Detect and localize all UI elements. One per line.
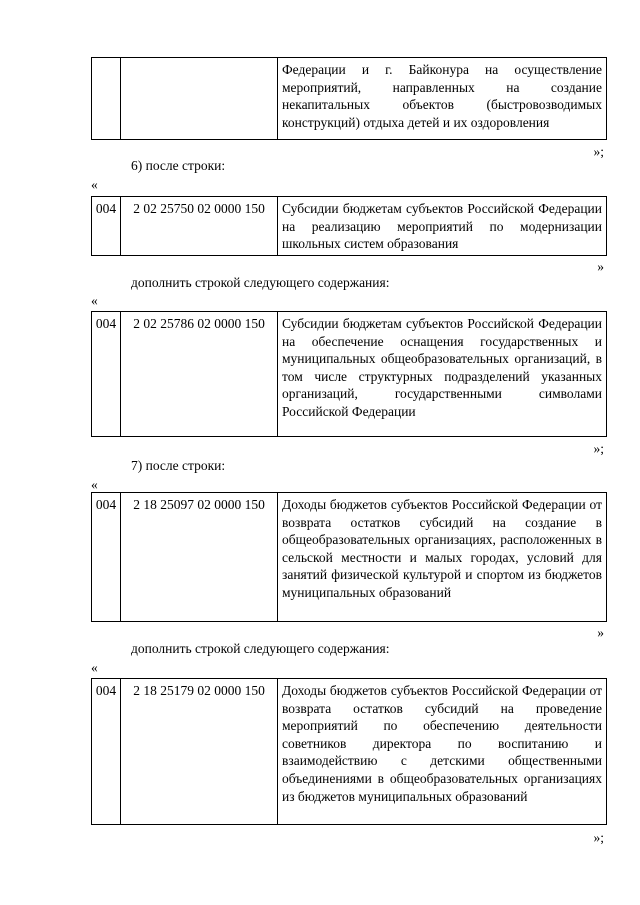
row-description: Субсидии бюджетам субъектов Российской Федерации на реализацию мероприятий по модернизации школьных систем образования (278, 197, 607, 256)
paragraph-add-row: дополнить строкой следующего содержания: (131, 275, 390, 290)
row-description: Субсидии бюджетам субъектов Российской Федерации на обеспечение оснащения государственных и муниципальных общеобразовательных организаций, в том числе структурных подразделений указанных организаций, государственными символами Российской Федерации (278, 312, 607, 437)
row-code: 004 (92, 312, 121, 437)
row-kbk: 2 02 25750 02 0000 150 (121, 197, 278, 256)
opening-quote: « (91, 660, 98, 675)
opening-quote: « (91, 293, 98, 308)
row-code: 004 (92, 493, 121, 622)
row-description: Доходы бюджетов субъектов Российской Федерации от возврата остатков субсидий на проведение мероприятий по обеспечению деятельности советников директора по воспитанию и взаимодействию с детскими общественными объединениями в общеобразовательных организациях из бюджетов муниципальных образований (278, 679, 607, 825)
paragraph-item-6: 6) после строки: (131, 158, 226, 173)
row-description: Федерации и г. Байконура на осуществление мероприятий, направленных на создание некапитальных объектов (быстровозводимых конструкций) отдыха детей и их оздоровления (278, 58, 607, 140)
row-kbk (121, 58, 278, 140)
row-code: 004 (92, 679, 121, 825)
closing-quote: » (597, 259, 604, 274)
row-kbk: 2 02 25786 02 0000 150 (121, 312, 278, 437)
closing-quote: » (597, 625, 604, 640)
table-row-25750 (91, 196, 607, 256)
row-code: 004 (92, 197, 121, 256)
closing-quote: »; (593, 441, 604, 456)
row-description: Доходы бюджетов субъектов Российской Федерации от возврата остатков субсидий на создание в общеобразовательных организациях, расположенных в сельской местности и малых городах, условий для занятий физической культурой и спортом из бюджетов муниципальных образований (278, 493, 607, 622)
opening-quote: « (91, 177, 98, 192)
table-row-25179 (91, 678, 607, 825)
row-kbk: 2 18 25097 02 0000 150 (121, 493, 278, 622)
closing-quote: »; (593, 830, 604, 845)
paragraph-add-row: дополнить строкой следующего содержания: (131, 641, 390, 656)
row-kbk: 2 18 25179 02 0000 150 (121, 679, 278, 825)
closing-quote: »; (593, 144, 604, 159)
table-row-25786 (91, 311, 607, 437)
row-code (92, 58, 121, 140)
table-row-25097 (91, 492, 607, 622)
paragraph-item-7: 7) после строки: (131, 458, 226, 473)
opening-quote: « (91, 477, 98, 492)
table-row-continuation (91, 57, 607, 140)
